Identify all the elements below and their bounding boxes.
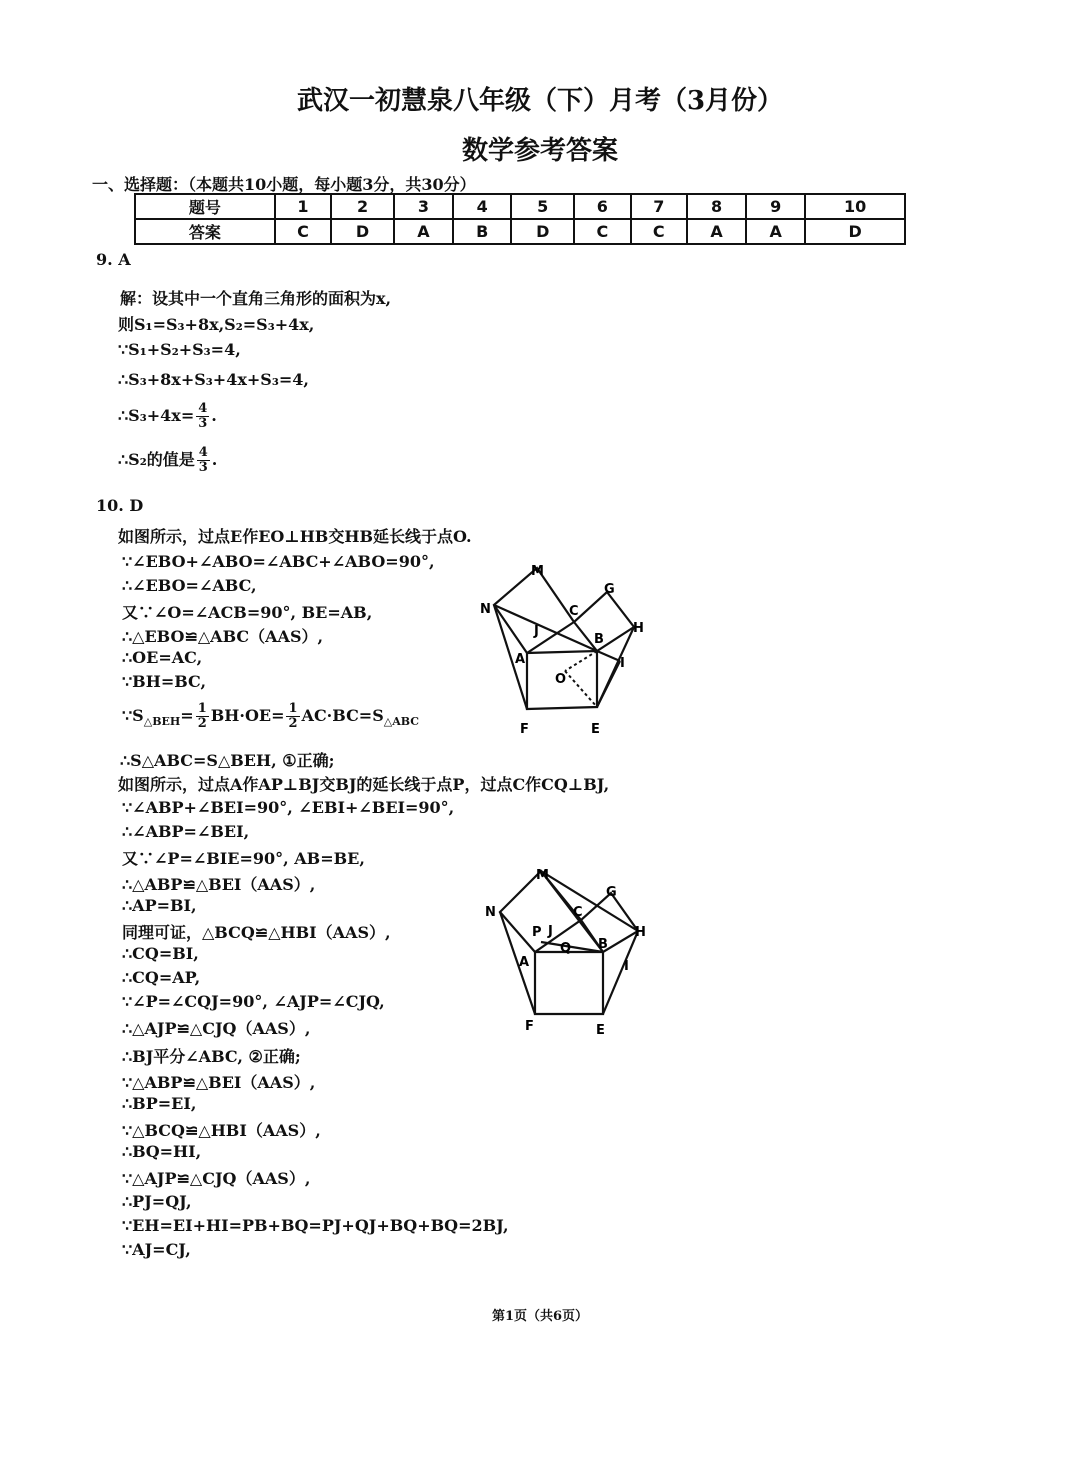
- q9-text: ∴S₂的值是: [118, 450, 195, 469]
- table-cell: 8: [687, 194, 746, 219]
- q10-line: ∴△ABP≌△BEI（AAS）,: [122, 875, 316, 894]
- answer-table: [134, 193, 906, 245]
- q10-subscript: △ABC: [383, 715, 420, 729]
- table-cell: B: [453, 219, 511, 244]
- table-cell: D: [331, 219, 394, 244]
- q10-line: ∴CQ=BI,: [122, 944, 199, 963]
- table-cell: 4: [453, 194, 511, 219]
- table-row-answers: [135, 219, 905, 244]
- q10-line: ∵△AJP≌△CJQ（AAS）,: [122, 1169, 311, 1188]
- table-cell: D: [805, 219, 905, 244]
- geometry-figure-2: [478, 858, 668, 1043]
- table-cell: 1: [275, 194, 331, 219]
- geometry-figure-1: [470, 555, 660, 740]
- q9-dot: .: [211, 450, 218, 469]
- q10-line: 如图所示，过点E作EO⊥HB交HB延长线于点O.: [118, 527, 472, 546]
- point-label: P: [532, 925, 542, 940]
- fraction: [196, 702, 209, 731]
- page-subtitle: 数学参考答案: [461, 136, 618, 166]
- q10-text: BH·OE=: [210, 706, 285, 725]
- table-cell: D: [511, 219, 574, 244]
- q9-heading: 9. A: [96, 250, 131, 269]
- segment-BI: [597, 651, 620, 661]
- page-title: 武汉一初慧泉八年级（下）月考（3月份）: [296, 86, 784, 116]
- point-label: B: [594, 632, 604, 647]
- q10-line: 同理可证，△BCQ≌△HBI（AAS）,: [122, 923, 391, 942]
- point-label: G: [604, 582, 615, 597]
- q10-line: ∵∠P=∠CQJ=90°, ∠AJP=∠CJQ,: [122, 992, 385, 1011]
- table-cell: 9: [746, 194, 805, 219]
- q10-line: ∴PJ=QJ,: [122, 1192, 192, 1211]
- point-label: H: [635, 925, 646, 940]
- table-answer-label: 答案: [135, 219, 275, 244]
- q10-line: ∴BQ=HI,: [122, 1142, 202, 1161]
- fraction: [196, 402, 209, 431]
- point-label: A: [519, 955, 530, 970]
- q10-line: ∴BP=EI,: [122, 1094, 197, 1113]
- table-cell: 2: [331, 194, 394, 219]
- table-cell: A: [394, 219, 453, 244]
- q9-line: 则S₁=S₃+8x,S₂=S₃+4x,: [118, 315, 315, 334]
- page-footer: 第1页（共6页）: [491, 1309, 589, 1324]
- point-label: E: [596, 1023, 605, 1038]
- point-label: N: [480, 602, 491, 617]
- table-row-numbers: [135, 194, 905, 219]
- point-label: I: [624, 959, 629, 974]
- q10-line: ∵EH=EI+HI=PB+BQ=PJ+QJ+BQ+BQ=2BJ,: [122, 1216, 509, 1235]
- segment-EI: [597, 661, 620, 707]
- table-cell: C: [275, 219, 331, 244]
- q10-text: ∵S: [122, 706, 144, 725]
- table-cell: A: [687, 219, 746, 244]
- q10-line: ∵∠ABP+∠BEI=90°, ∠EBI+∠BEI=90°,: [122, 798, 455, 817]
- point-label: J: [534, 624, 539, 639]
- q10-subscript: △BEH: [143, 715, 181, 729]
- section-heading: 一、选择题：（本题共10小题，每小题3分，共30分）: [92, 175, 476, 194]
- point-label: Q: [560, 941, 572, 956]
- point-label: H: [633, 621, 644, 636]
- q10-line: ∴∠ABP=∠BEI,: [122, 822, 250, 841]
- table-cell: 10: [805, 194, 905, 219]
- point-label: C: [569, 604, 579, 619]
- table-cell: 6: [574, 194, 630, 219]
- q10-line: ∴△EBO≌△ABC（AAS）,: [122, 627, 324, 646]
- point-label: C: [573, 905, 583, 920]
- point-label: J: [548, 924, 553, 939]
- point-label: O: [555, 672, 567, 687]
- square-BCGH: [574, 592, 634, 651]
- fraction: [197, 446, 210, 475]
- table-cell: 7: [631, 194, 687, 219]
- q10-line: ∵△BCQ≌△HBI（AAS）,: [122, 1121, 321, 1140]
- q9-line: ∴S₃+8x+S₃+4x+S₃=4,: [118, 370, 309, 389]
- point-label: B: [598, 937, 608, 952]
- fraction-denominator: 3: [198, 460, 208, 475]
- fraction-numerator: 1: [197, 701, 207, 716]
- fraction-denominator: 3: [198, 416, 208, 431]
- fraction: [286, 702, 299, 731]
- fraction-numerator: 4: [198, 445, 208, 460]
- q10-line: ∴OE=AC,: [122, 648, 203, 667]
- q10-heading: 10. D: [96, 496, 144, 515]
- point-label: M: [536, 868, 549, 883]
- q9-text: ∴S₃+4x=: [118, 406, 195, 425]
- q9-dot: .: [211, 406, 217, 425]
- table-header-label: 题号: [135, 194, 275, 219]
- segment-MH: [541, 871, 638, 931]
- q9-line-fraction: [118, 402, 217, 431]
- q10-line: ∴AP=BI,: [122, 896, 197, 915]
- q10-line: ∴△AJP≌△CJQ（AAS）,: [122, 1019, 311, 1038]
- fraction-denominator: 2: [197, 716, 207, 731]
- q9-line: 解：设其中一个直角三角形的面积为x,: [120, 289, 392, 308]
- q10-line: ∵∠EBO+∠ABO=∠ABC+∠ABO=90°,: [122, 552, 435, 571]
- dashed-OE: [565, 671, 597, 707]
- table-cell: C: [574, 219, 630, 244]
- point-label: G: [606, 885, 617, 900]
- table-cell: A: [746, 219, 805, 244]
- q10-line: ∵BH=BC,: [122, 672, 207, 691]
- fraction-denominator: 2: [288, 716, 298, 731]
- table-cell: C: [631, 219, 687, 244]
- q10-line: ∴CQ=AP,: [122, 968, 201, 987]
- segment-NF: [500, 912, 535, 1014]
- point-label: A: [515, 652, 526, 667]
- point-label: M: [531, 564, 544, 579]
- table-cell: 5: [511, 194, 574, 219]
- point-label: F: [520, 722, 529, 737]
- q10-line: ∴∠EBO=∠ABC,: [122, 576, 257, 595]
- dashed-BO: [565, 651, 597, 671]
- point-label: I: [620, 656, 625, 671]
- point-label: E: [591, 722, 600, 737]
- q9-line: ∵S₁+S₂+S₃=4,: [118, 340, 241, 359]
- point-label: F: [525, 1019, 534, 1034]
- q10-line: 如图所示，过点A作AP⊥BJ交BJ的延长线于点P，过点C作CQ⊥BJ,: [118, 775, 610, 794]
- q10-text: AC·BC=S: [301, 706, 384, 725]
- q10-line: 又∵∠O=∠ACB=90°, BE=AB,: [122, 603, 373, 622]
- q10-line: ∵AJ=CJ,: [122, 1240, 191, 1259]
- q9-line-fraction: [118, 446, 217, 475]
- segment-PB: [541, 942, 603, 952]
- table-cell: 3: [394, 194, 453, 219]
- q10-line: ∴S△ABC=S△BEH, ①正确;: [120, 751, 335, 770]
- point-label: N: [485, 905, 496, 920]
- segment-MB: [541, 871, 603, 952]
- fraction-numerator: 1: [288, 701, 298, 716]
- q10-line: 又∵∠P=∠BIE=90°, AB=BE,: [122, 849, 365, 868]
- q10-area-line: $\because S_{\triangle BEH}=$ $\frac{1}{2}$ BH·OE= $\frac{1}{2}$ $AC\cdot BC=S_{\triangle ABC}$: [122, 701, 420, 731]
- q10-line: ∵△ABP≌△BEI（AAS）,: [122, 1073, 316, 1092]
- fraction-numerator: 4: [198, 401, 208, 416]
- q10-line: ∴BJ平分∠ABC, ②正确;: [122, 1047, 301, 1066]
- square-ABEF: [535, 952, 603, 1014]
- segment-HE: [603, 931, 638, 1014]
